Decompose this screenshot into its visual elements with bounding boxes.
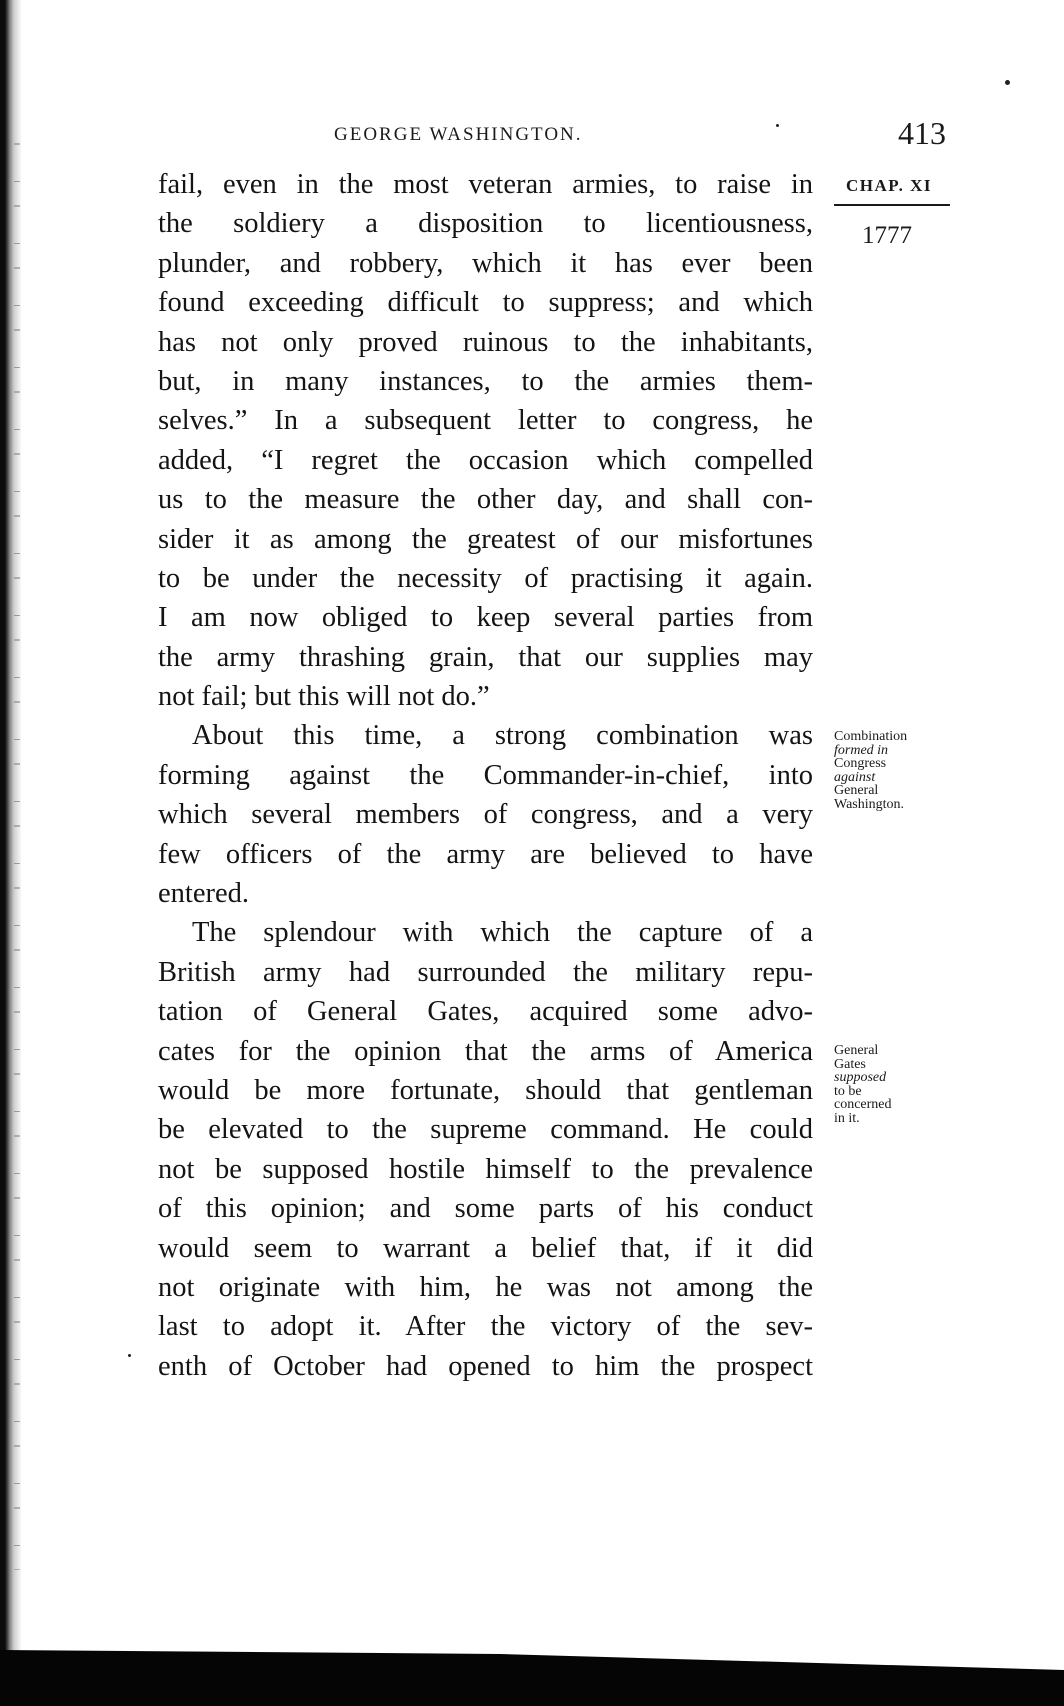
- text-line: British army had surrounded the military repu-: [158, 956, 813, 988]
- running-head: GEORGE WASHINGTON.: [334, 124, 583, 145]
- text-line: cates for the opinion that the arms of America: [158, 1035, 813, 1067]
- text-line: be elevated to the supreme command. He could: [158, 1114, 813, 1146]
- scan-speck: [776, 124, 779, 127]
- text-line: of this opinion; and some parts of his conduct: [158, 1193, 813, 1225]
- text-line: us to the measure the other day, and shall con-: [158, 484, 813, 516]
- marginal-note-line: concerned: [834, 1097, 892, 1112]
- text-line: would seem to warrant a belief that, if it did: [158, 1232, 813, 1264]
- text-line: to be under the necessity of practising it again.: [158, 562, 813, 594]
- marginal-note-line: General: [834, 1043, 879, 1058]
- text-line: few officers of the army are believed to have: [158, 838, 813, 870]
- text-line: The splendour with which the capture of a: [192, 917, 813, 949]
- text-line: the army thrashing grain, that our supplies may: [158, 641, 813, 673]
- text-line: but, in many instances, to the armies them-: [158, 365, 813, 397]
- scan-bottom-edge: [0, 1632, 1064, 1706]
- text-line: would be more fortunate, should that gentleman: [158, 1074, 813, 1106]
- scan-speck: [1005, 80, 1010, 85]
- text-line: not be supposed hostile himself to the prevalence: [158, 1153, 813, 1185]
- chapter-rule: [834, 204, 950, 206]
- year-label: 1777: [862, 222, 912, 249]
- marginal-note-combination: [834, 730, 907, 811]
- marginal-note-line: in it.: [834, 1110, 860, 1126]
- chapter-label: CHAP. XI: [846, 176, 932, 195]
- marginal-note-line: Combination: [834, 729, 908, 744]
- text-line: added, “I regret the occasion which compelled: [158, 444, 813, 476]
- text-line: I am now obliged to keep several parties from: [158, 602, 813, 634]
- binding-specks: [14, 120, 20, 1570]
- scan-speck: [128, 1354, 131, 1357]
- marginal-note-line: General: [834, 783, 879, 798]
- text-line: entered.: [158, 878, 249, 910]
- text-line: tation of General Gates, acquired some advo-: [158, 996, 813, 1028]
- marginal-note-line: to be: [834, 1083, 862, 1099]
- marginal-note-line: Washington.: [834, 796, 905, 812]
- text-line: sider it as among the greatest of our misfortunes: [158, 523, 813, 555]
- text-line: found exceeding difficult to suppress; and which: [158, 287, 813, 319]
- marginal-note-line: Congress: [834, 756, 887, 771]
- marginal-note-line: supposed: [834, 1070, 887, 1085]
- text-line: the soldiery a disposition to licentiousness,: [158, 208, 813, 240]
- text-line: not originate with him, he was not among the: [158, 1271, 813, 1303]
- page-number: 413: [898, 115, 946, 151]
- body-text: [158, 165, 813, 1386]
- text-line: fail, even in the most veteran armies, to raise in: [158, 169, 813, 200]
- marginal-note-line: formed in: [834, 742, 889, 758]
- text-line: not fail; but this will not do.”: [158, 681, 490, 713]
- marginal-note-line: Gates: [834, 1056, 866, 1072]
- marginal-note-gates: [834, 1044, 892, 1125]
- text-line: About this time, a strong combination was: [192, 720, 813, 752]
- text-line: plunder, and robbery, which it has ever been: [158, 247, 813, 279]
- text-line: which several members of congress, and a very: [158, 799, 813, 831]
- text-line: has not only proved ruinous to the inhabitants,: [158, 326, 813, 358]
- text-line: enth of October had opened to him the prospect: [158, 1350, 813, 1382]
- text-line: selves.” In a subsequent letter to congress, he: [158, 405, 813, 437]
- text-line: forming against the Commander-in-chief, into: [158, 759, 813, 791]
- text-line: last to adopt it. After the victory of the sev-: [158, 1311, 813, 1343]
- marginal-note-line: against: [834, 769, 876, 785]
